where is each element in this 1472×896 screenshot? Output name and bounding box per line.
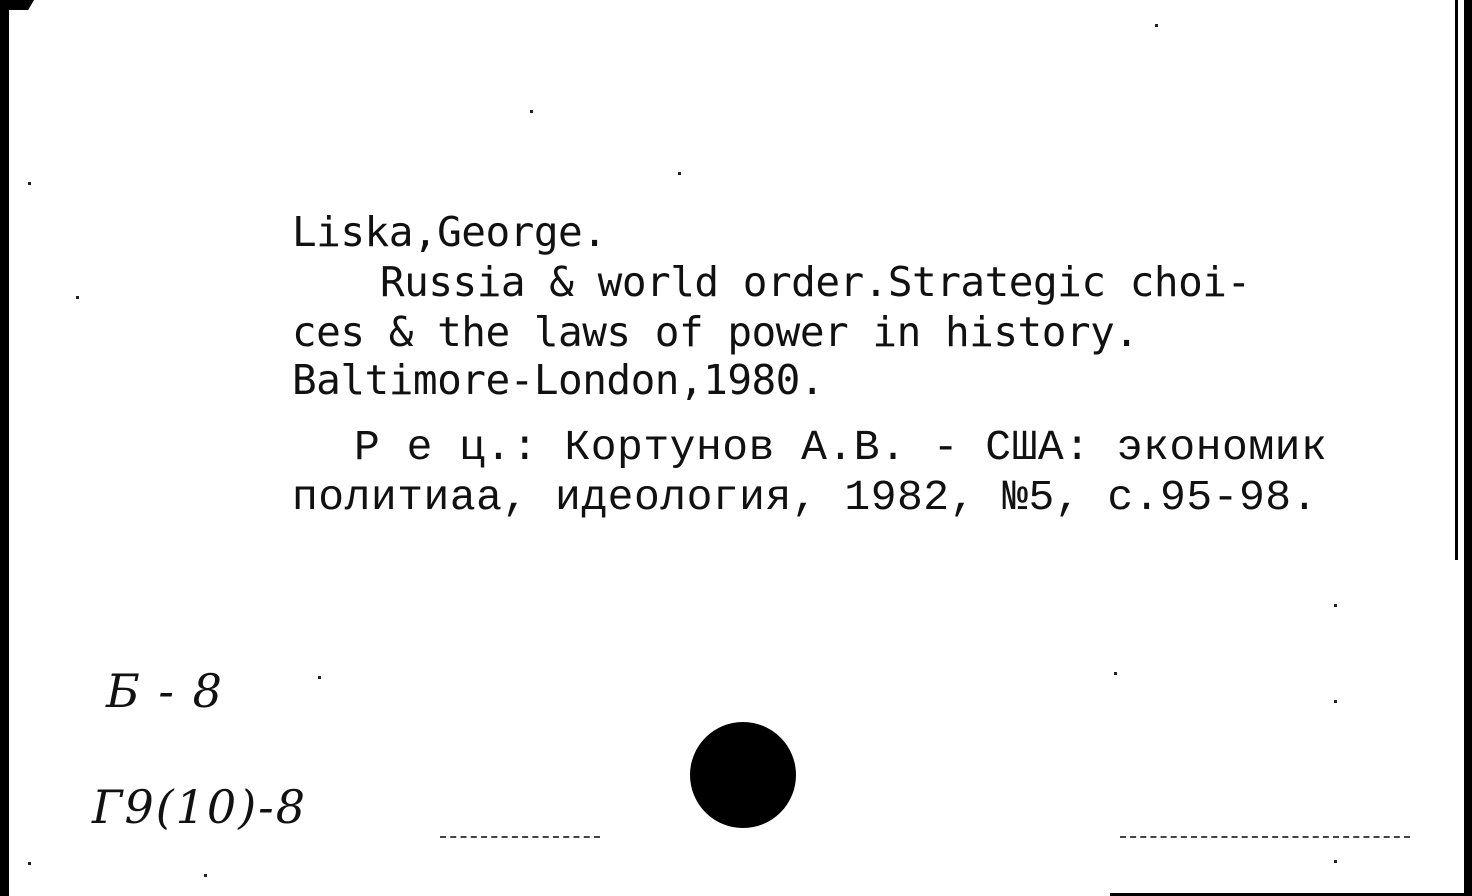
card-left-edge xyxy=(0,8,9,896)
scan-speck xyxy=(1334,700,1337,703)
faint-dashed-rule xyxy=(440,836,600,838)
scan-speck xyxy=(318,676,321,679)
review-line-1: Р е ц.: Кортунов А.В. - США: экономик xyxy=(354,423,1328,472)
scan-speck xyxy=(1334,604,1337,607)
review-line-2: политиаа, идеология, 1982, №5, с.95-98. xyxy=(292,473,1318,522)
scan-speck xyxy=(1155,24,1158,27)
scan-speck xyxy=(678,172,681,175)
title-line-2: ces & the laws of power in history. xyxy=(292,308,1139,356)
handwritten-class-mark: Г9(10)-8 xyxy=(92,780,307,834)
author-line: Liska,George. xyxy=(292,208,607,256)
scan-speck xyxy=(28,182,31,185)
scan-speck xyxy=(76,296,79,299)
scan-speck xyxy=(1334,860,1337,863)
scan-speck xyxy=(204,874,207,877)
punch-hole xyxy=(690,722,796,828)
handwritten-shelf-mark: Б - 8 xyxy=(106,664,224,718)
scan-speck xyxy=(530,110,533,113)
scan-speck xyxy=(28,862,31,865)
scan-speck xyxy=(1114,672,1117,675)
title-line-1: Russia & world order.Strategic choi- xyxy=(380,258,1251,306)
card-right-inner-edge xyxy=(1455,0,1458,560)
imprint-line: Baltimore-London,1980. xyxy=(292,356,825,404)
card-top-corner xyxy=(0,0,34,10)
faint-dashed-rule xyxy=(1120,836,1410,838)
card-right-edge xyxy=(1464,0,1472,896)
